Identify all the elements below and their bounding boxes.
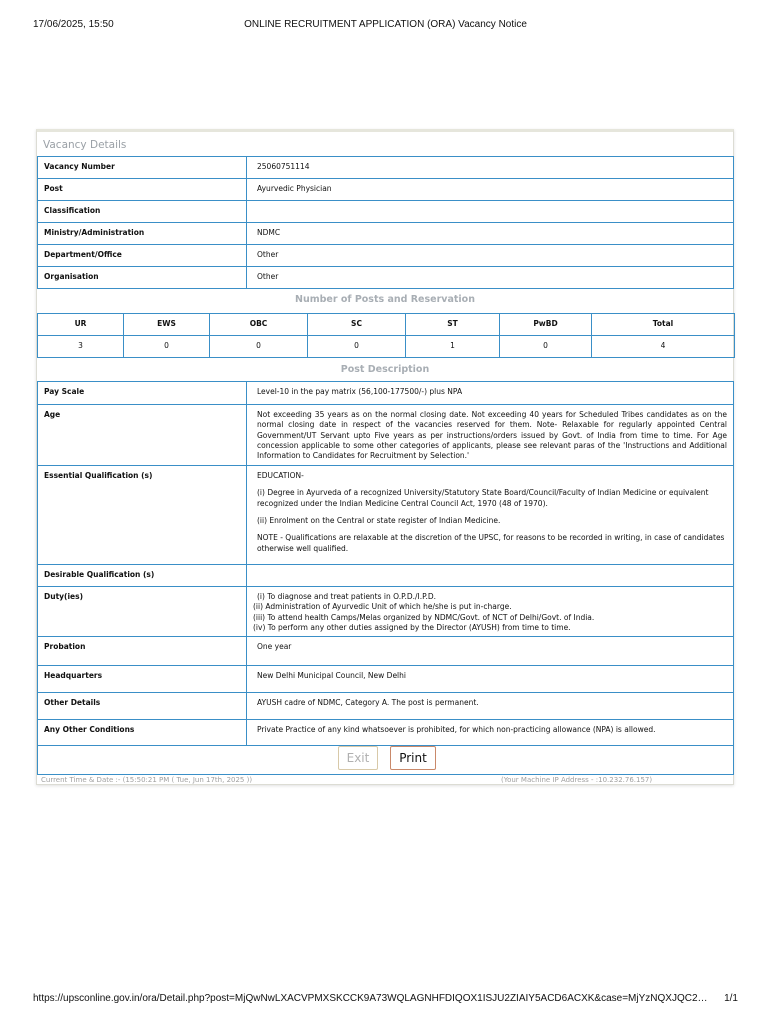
headquarters-label: Headquarters xyxy=(38,666,247,693)
header-pwbd: PwBD xyxy=(500,314,592,336)
post-label: Post xyxy=(38,179,247,201)
vacancy-number-value: 25060751114 xyxy=(247,157,734,179)
qualification-note: NOTE - Qualifications are relaxable at the discretion of the UPSC, for reasons to be recorded in writing, in case of candidates otherwise well qualified. xyxy=(257,533,725,553)
classification-value xyxy=(247,201,734,223)
table-row xyxy=(38,223,734,245)
page-number: 1/1 xyxy=(724,993,738,1004)
table-row xyxy=(38,179,734,201)
button-bar xyxy=(37,741,734,775)
table-row xyxy=(38,466,734,565)
probation-value: One year xyxy=(247,637,734,666)
reservation-values-row xyxy=(38,336,735,358)
duty-item: (i) To diagnose and treat patients in O.P.D./I.P.D. xyxy=(257,592,437,601)
age-label: Age xyxy=(38,405,247,466)
post-value: Ayurvedic Physician xyxy=(247,179,734,201)
vacancy-details-title: Vacancy Details xyxy=(43,139,127,151)
education-heading: EDUCATION- xyxy=(257,471,304,480)
print-button[interactable]: Print xyxy=(390,746,436,770)
exit-button[interactable]: Exit xyxy=(338,746,378,770)
ministry-label: Ministry/Administration xyxy=(38,223,247,245)
other-conditions-value: Private Practice of any kind whatsoever is prohibited, for which non-practicing allowance (NPA) is allowed. xyxy=(247,720,734,746)
header-obc: OBC xyxy=(210,314,308,336)
essential-qualification-label: Essential Qualification (s) xyxy=(38,466,247,565)
organisation-value: Other xyxy=(247,267,734,289)
header-ews: EWS xyxy=(124,314,210,336)
value-st: 1 xyxy=(406,336,500,358)
print-footer xyxy=(33,993,738,1007)
print-header xyxy=(33,19,738,33)
reservation-table xyxy=(37,313,735,358)
vacancy-card xyxy=(36,129,734,785)
duties-label: Duty(ies) xyxy=(38,587,247,637)
duty-item: (ii) Administration of Ayurvedic Unit of which he/she is put in-charge. xyxy=(253,602,512,612)
value-ur: 3 xyxy=(38,336,124,358)
age-value: Not exceeding 35 years as on the normal closing date. Not exceeding 40 years for Scheduled Tribes candidates as on the normal closing date in respect of the vacancies reserved for them. Note- Relaxable for regularly appointed Central Government/UT Servant upto Five years as per instructions/orders issued by Govt. of India from time to time. For Age concession applicable to some other categories of applicants, please see relevant paras of the 'Instructions and Additional Information to Candidates for Recruitment by Selection.' xyxy=(247,405,734,466)
reservation-title: Number of Posts and Reservation xyxy=(295,294,475,305)
department-label: Department/Office xyxy=(38,245,247,267)
table-row xyxy=(38,565,734,587)
desirable-qualification-value xyxy=(247,565,734,587)
classification-label: Classification xyxy=(38,201,247,223)
other-details-label: Other Details xyxy=(38,693,247,720)
pay-scale-label: Pay Scale xyxy=(38,382,247,405)
header-sc: SC xyxy=(308,314,406,336)
page-url: https://upsconline.gov.in/ora/Detail.php?post=MjQwNwLXACVPMXSKCCK9A73WQLAGNHFDIQOX1ISJU2ZIAIY5ACD6ACXK&case=MjYzNQXJQC2… xyxy=(33,993,708,1004)
table-row xyxy=(38,201,734,223)
value-total: 4 xyxy=(592,336,735,358)
duty-item: (iii) To attend health Camps/Melas organized by NDMC/Govt. of NCT of Delhi/Govt. of India. xyxy=(253,612,595,622)
table-row xyxy=(38,637,734,666)
other-details-value: AYUSH cadre of NDMC, Category A. The post is permanent. xyxy=(247,693,734,720)
desirable-qualification-label: Desirable Qualification (s) xyxy=(38,565,247,587)
header-st: ST xyxy=(406,314,500,336)
vacancy-details-table xyxy=(37,156,734,289)
post-description-table xyxy=(37,381,734,746)
current-time: Current Time & Date :- (15:50:21 PM ( Tue, Jun 17th, 2025 )) xyxy=(41,776,253,784)
qualification-degree: (i) Degree in Ayurveda of a recognized University/Statutory State Board/Council/Faculty of Indian Medicine or equivalent recognized under the Indian Medicine Central Council Act, 1970 (48 of 1970). xyxy=(257,488,709,508)
duty-item: (iv) To perform any other duties assigned by the Director (AYUSH) from time to time. xyxy=(253,623,571,633)
table-row xyxy=(38,666,734,693)
department-value: Other xyxy=(247,245,734,267)
header-total: Total xyxy=(592,314,735,336)
other-conditions-label: Any Other Conditions xyxy=(38,720,247,746)
table-row xyxy=(38,693,734,720)
print-timestamp: 17/06/2025, 15:50 xyxy=(33,19,114,30)
vacancy-number-label: Vacancy Number xyxy=(38,157,247,179)
probation-label: Probation xyxy=(38,637,247,666)
table-row xyxy=(38,382,734,405)
table-row xyxy=(38,587,734,637)
value-sc: 0 xyxy=(308,336,406,358)
document-title: ONLINE RECRUITMENT APPLICATION (ORA) Vacancy Notice xyxy=(244,19,527,30)
machine-ip: (Your Machine IP Address - :10.232.76.157) xyxy=(501,776,653,784)
essential-qualification-value xyxy=(247,466,734,565)
table-row xyxy=(38,267,734,289)
pay-scale-value: Level-10 in the pay matrix (56,100-177500/-) plus NPA xyxy=(247,382,734,405)
headquarters-value: New Delhi Municipal Council, New Delhi xyxy=(247,666,734,693)
value-obc: 0 xyxy=(210,336,308,358)
table-row xyxy=(38,405,734,466)
status-bar xyxy=(41,776,731,788)
reservation-header-row xyxy=(38,314,735,336)
post-description-title: Post Description xyxy=(340,364,430,375)
value-ews: 0 xyxy=(124,336,210,358)
table-row xyxy=(38,157,734,179)
duties-value xyxy=(247,587,734,637)
value-pwbd: 0 xyxy=(500,336,592,358)
qualification-enrolment: (ii) Enrolment on the Central or state register of Indian Medicine. xyxy=(257,516,501,526)
organisation-label: Organisation xyxy=(38,267,247,289)
table-row xyxy=(38,245,734,267)
header-ur: UR xyxy=(38,314,124,336)
ministry-value: NDMC xyxy=(247,223,734,245)
